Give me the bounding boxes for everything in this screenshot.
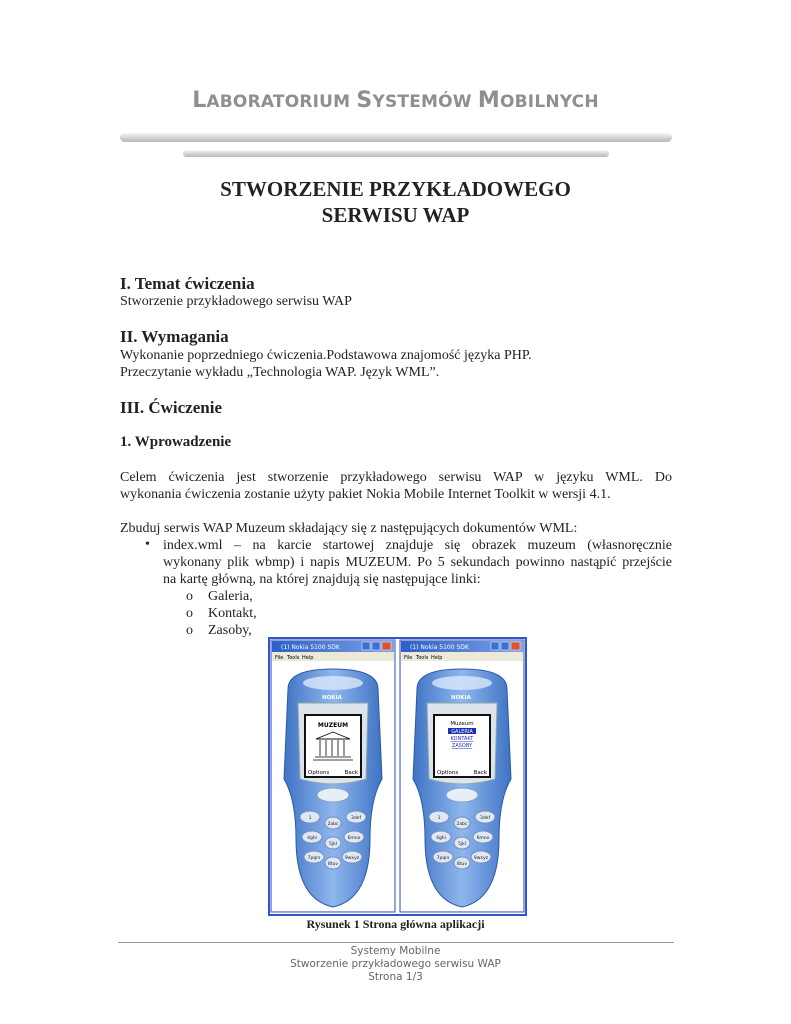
emulator-window-2	[400, 640, 524, 912]
lab-title-cap: S	[356, 88, 373, 113]
link-marker: o	[186, 606, 193, 621]
close-icon[interactable]	[511, 642, 520, 650]
lab-title-rest: YSTEMÓW	[372, 92, 472, 112]
key-label[interactable]: 7pqrs	[307, 856, 321, 861]
screen-title: Muzeum	[450, 721, 474, 727]
menu-tools[interactable]: Tools	[416, 655, 429, 661]
intro-line1: Celem ćwiczenia jest stworzenie przykładowego serwisu WAP w języku WML. Do	[120, 470, 672, 485]
key-label[interactable]: 6mno	[347, 836, 361, 841]
link-item-galeria: Galeria,	[208, 589, 253, 604]
figure-caption: Rysunek 1 Strona główna aplikacji	[306, 917, 485, 931]
bullet-line2: wykonany plik wbmp) i napis MUZEUM. Po 5 sekundach powinno nastąpić przejście	[163, 555, 672, 570]
key-label[interactable]: 5jkl	[458, 842, 466, 847]
link-marker: o	[186, 623, 193, 638]
menu-tools[interactable]: Tools	[287, 655, 300, 661]
section-heading-requirements: II. Wymagania	[120, 327, 229, 346]
key-label[interactable]: 1	[437, 816, 441, 821]
section-heading-topic: I. Temat ćwiczenia	[120, 274, 255, 293]
figure-emulators	[268, 637, 527, 916]
soft-key-left[interactable]: Options	[308, 770, 330, 776]
bullet-line1: index.wml – na karcie startowej znajduje się obrazek muzeum (własnoręcznie	[163, 538, 672, 553]
key-label[interactable]: 6mno	[476, 836, 490, 841]
key-label[interactable]: 4ghi	[307, 836, 317, 841]
window-title: (1) Nokia 5100 SDK	[410, 644, 469, 651]
nav-key[interactable]	[446, 788, 478, 802]
key-label[interactable]: 2abc	[456, 822, 468, 827]
close-icon[interactable]	[382, 642, 391, 650]
key-label[interactable]: 7pqrs	[436, 856, 450, 861]
lab-title	[0, 88, 791, 113]
requirements-line2: Przeczytanie wykładu „Technologia WAP. Język WML”.	[120, 365, 440, 380]
minimize-icon[interactable]	[362, 642, 370, 650]
brand-label: NOKIA	[451, 695, 471, 701]
bullet-line3: na kartę główną, na której znajdują się następujące linki:	[163, 572, 481, 587]
menu-help[interactable]: Help	[302, 655, 314, 661]
link-item-zasoby: Zasoby,	[208, 623, 252, 638]
page-footer	[0, 945, 791, 984]
lab-title-cap: M	[477, 88, 500, 113]
minimize-icon[interactable]	[491, 642, 499, 650]
screen-link-kontakt[interactable]: KONTAKT	[450, 736, 474, 742]
screen-link-galeria[interactable]: GALERIA	[451, 729, 473, 735]
intro-line2: wykonania ćwiczenia zostanie użyty pakiet Nokia Mobile Internet Toolkit w wersji 4.1.	[120, 487, 611, 502]
key-label[interactable]: 3def	[350, 816, 362, 821]
key-label[interactable]: 1	[308, 816, 312, 821]
document-title-line2: SERWISU WAP	[321, 203, 470, 227]
section-heading-exercise: III. Ćwiczenie	[120, 398, 222, 417]
key-label[interactable]: 4ghi	[436, 836, 446, 841]
document-title	[0, 176, 791, 228]
menu-file[interactable]: File	[275, 655, 284, 661]
link-marker: o	[186, 589, 193, 604]
nav-key[interactable]	[317, 788, 349, 802]
link-item-kontakt: Kontakt,	[208, 606, 257, 621]
requirements-line1: Wykonanie poprzedniego ćwiczenia.Podstawowa znajomość języka PHP.	[120, 348, 532, 363]
menu-file[interactable]: File	[404, 655, 413, 661]
bullet-marker: •	[145, 537, 150, 552]
key-label[interactable]: 2abc	[327, 822, 339, 827]
screen-link-zasoby[interactable]: ZASOBY	[451, 743, 473, 749]
emulator-window-1	[271, 640, 395, 912]
footer-course: Systemy Mobilne	[350, 945, 441, 957]
soft-key-left[interactable]: Options	[437, 770, 459, 776]
key-label[interactable]: 8tuv	[456, 862, 468, 867]
menu-help[interactable]: Help	[431, 655, 443, 661]
lab-title-rest: OBILNYCH	[499, 92, 599, 112]
window-title: (1) Nokia 5100 SDK	[281, 644, 340, 651]
screen-title: MUZEUM	[317, 722, 349, 729]
maximize-icon[interactable]	[501, 642, 509, 650]
key-label[interactable]: 9wxyz	[344, 856, 360, 861]
lab-title-cap: L	[192, 88, 207, 113]
header-divider-long	[120, 133, 672, 142]
footer-divider	[118, 942, 674, 943]
brand-label: NOKIA	[322, 695, 342, 701]
key-label[interactable]: 3def	[479, 816, 491, 821]
key-label[interactable]: 5jkl	[329, 842, 337, 847]
document-title-line1: STWORZENIE PRZYKŁADOWEGO	[220, 177, 571, 201]
key-label[interactable]: 9wxyz	[473, 856, 489, 861]
task-text: Zbuduj serwis WAP Muzeum składający się z następujących dokumentów WML:	[120, 521, 578, 536]
key-label[interactable]: 8tuv	[327, 862, 339, 867]
soft-key-right[interactable]: Back	[344, 770, 358, 776]
footer-doc-title: Stworzenie przykładowego serwisu WAP	[290, 958, 501, 970]
footer-page-number: Strona 1/3	[368, 971, 423, 983]
subsection-heading-intro: 1. Wprowadzenie	[120, 434, 232, 450]
maximize-icon[interactable]	[372, 642, 380, 650]
emulators-image	[270, 639, 525, 914]
lab-title-rest: ABORATORIUM	[206, 92, 351, 112]
header-divider-short	[183, 150, 609, 157]
topic-text: Stworzenie przykładowego serwisu WAP	[120, 294, 352, 309]
soft-key-right[interactable]: Back	[473, 770, 487, 776]
